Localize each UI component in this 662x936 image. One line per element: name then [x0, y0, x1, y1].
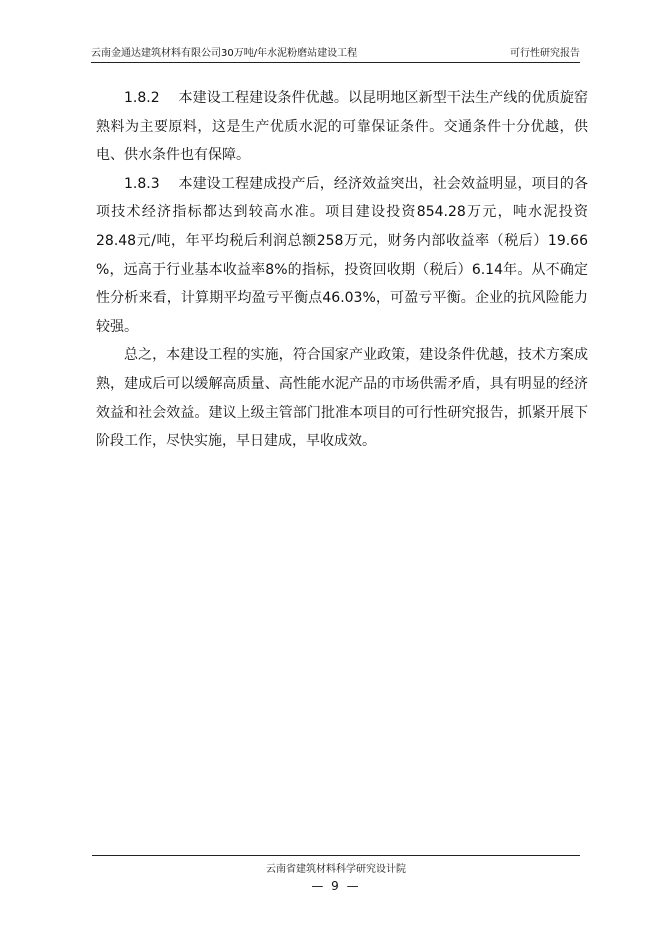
paragraph-conclusion: 总之，本建设工程的实施，符合国家产业政策，建设条件优越，技术方案成熟，建成后可以缓解高质量、高性能水泥产品的市场供需矛盾，具有明显的经济效益和社会效益。建议上级主管部门批准本项目的可行性研究报告，抓紧开展下阶段工作，尽快实施，早日建成，早收成效。: [96, 347, 588, 450]
footer-organization: 云南省建筑材料科学研究设计院: [266, 864, 406, 875]
paragraph-1-8-3: 1.8.3 本建设工程建成投产后，经济效益突出，社会效益明显，项目的各项技术经济指标都达到较高水准。项目建设投资854.28万元，吨水泥投资28.48元/吨，年平均税后利润总额258万元，财务内部收益率（税后）19.66 %，远高于行业基本收益率8%的指标，投资回收期（税后）6.14年。从不确定性分析来看，计算期平均盈亏平衡点46.03%，可盈亏平衡。企业的抗风险能力较强。: [96, 175, 602, 335]
header-project-title: 云南金通达建筑材料有限公司30万吨/年水泥粉磨站建设工程: [91, 48, 358, 59]
page-footer: [92, 855, 580, 893]
paragraph-1-8-2: 1.8.2 本建设工程建设条件优越。以昆明地区新型干法生产线的优质旋窑熟料为主要原料，这是生产优质水泥的可靠保证条件。交通条件十分优越，供电、供水条件也有保障。: [96, 90, 588, 164]
body-text: [96, 84, 602, 456]
page-header: [91, 40, 580, 63]
header-report-type: 可行性研究报告: [510, 48, 580, 59]
page-number: — 9 —: [311, 879, 361, 893]
